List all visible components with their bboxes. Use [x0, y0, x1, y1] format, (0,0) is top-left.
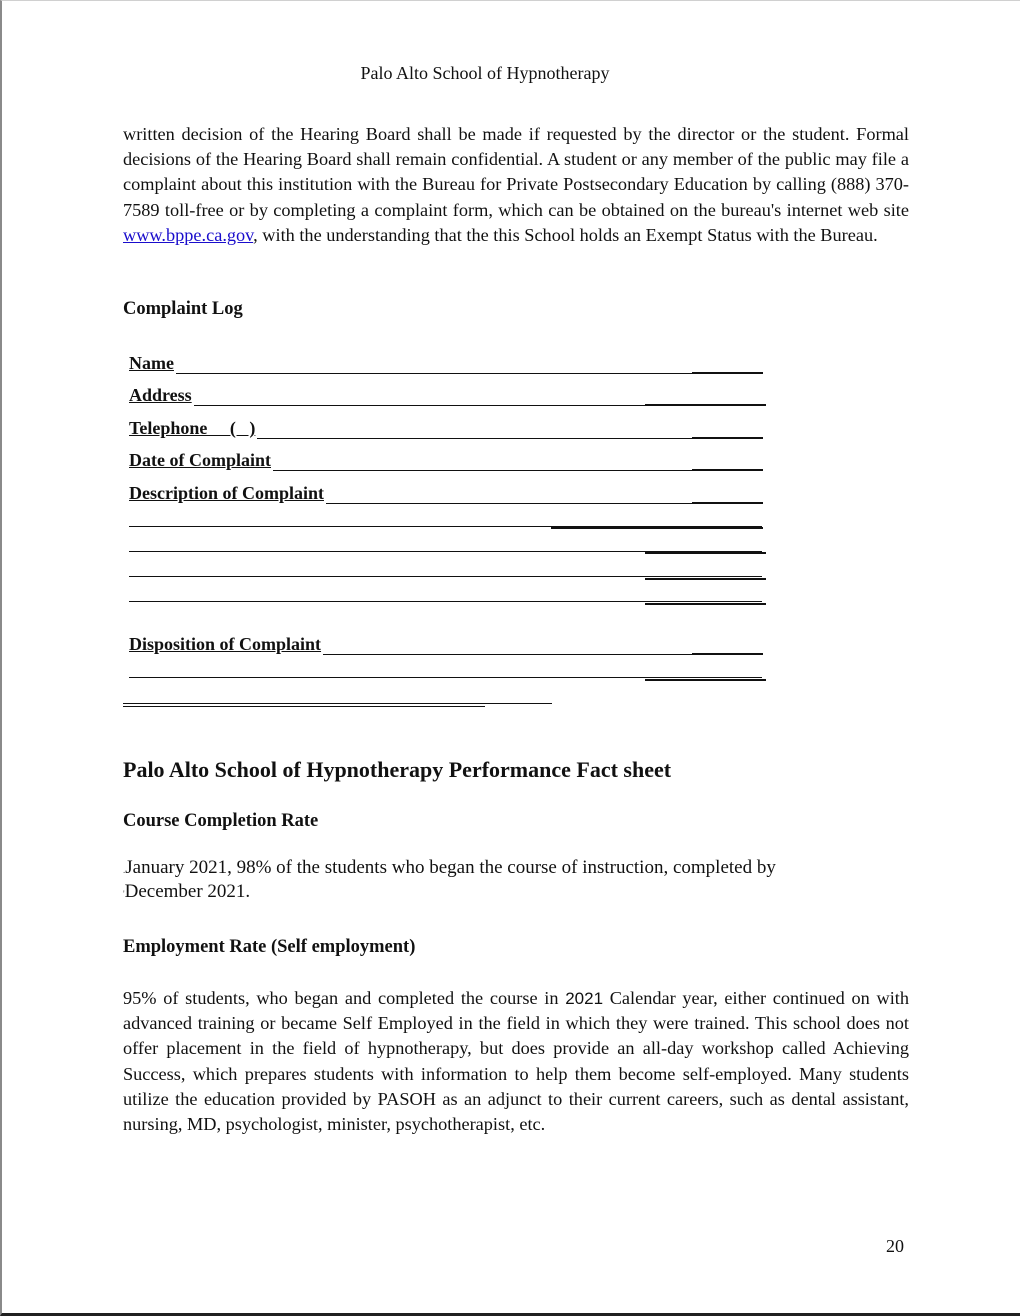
underline-tail: [123, 706, 485, 707]
completion-line-1: [123, 856, 923, 882]
underline-tail: [645, 603, 766, 605]
date-of-complaint-field[interactable]: [129, 448, 762, 471]
employment-text-after-year: Calendar year, either continued on with advanced training or became Self Employed in the field in which they were trained. This school does not offer placement in the field of hypnotherapy, but does provide an all-day workshop called Achieving Success, which prepares students with information to help them become self-employed. Many students utilize the education provided by PASOH as an adjunct to their current careers, such as dental assistant, nursing, MD, psychologist, minister, psychotherapist, etc.: [123, 988, 910, 1135]
underline-tail: [645, 578, 766, 580]
bppe-website-link[interactable]: www.bppe.ca.gov: [123, 224, 254, 245]
underline-tail: [645, 404, 766, 406]
disposition-line[interactable]: [123, 703, 552, 704]
disposition-field[interactable]: [129, 632, 762, 655]
underline-tail: [645, 552, 766, 554]
description-label: Description of Complaint: [129, 483, 324, 503]
underline-tail: [551, 527, 763, 529]
intro-text-before-link: written decision of the Hearing Board shall be made if requested by the director or the student. Formal decisions of the Hearing Board shall remain confidential. A student or any member of the public may file a complaint about this institution with the Bureau for Private Postsecondary Education by calling (888) 370-7589 toll-free or by completing a complaint form, which can be obtained on the bureau's internet web site: [123, 124, 909, 220]
course-completion-heading: Course Completion Rate: [123, 811, 319, 831]
underline-tail: [645, 679, 766, 681]
employment-year: 2021: [565, 989, 604, 1008]
address-field[interactable]: [129, 383, 762, 406]
employment-rate-heading: Employment Rate (Self employment): [123, 937, 416, 957]
name-field[interactable]: [129, 351, 762, 374]
completion-line-2: [123, 880, 923, 906]
complaint-log-heading: Complaint Log: [123, 299, 243, 319]
underline-tail: [692, 653, 763, 655]
description-field[interactable]: [129, 481, 762, 504]
address-label: Address: [129, 385, 192, 405]
description-line[interactable]: [129, 601, 762, 602]
name-label: Name: [129, 353, 174, 373]
tick-mark: ': [123, 889, 125, 899]
telephone-field[interactable]: [129, 416, 762, 439]
underline-tail: [692, 502, 763, 504]
underline-tail: [692, 437, 763, 439]
employment-text-before-year: 95% of students, who began and completed the course in: [123, 988, 566, 1008]
date-of-complaint-label: Date of Complaint: [129, 450, 271, 470]
employment-paragraph: [123, 986, 909, 1137]
intro-text-after-link: , with the understanding that the this School holds an Exempt Status with the Bureau.: [253, 224, 878, 245]
tick-mark: .: [123, 865, 126, 875]
page-header: Palo Alto School of Hypnotherapy: [360, 63, 610, 83]
disposition-line[interactable]: [129, 677, 762, 678]
disposition-label: Disposition of Complaint: [129, 634, 322, 654]
telephone-label: Telephone ( ): [129, 418, 256, 438]
completion-line-2-text: December 2021.: [124, 881, 251, 902]
underline-tail: [692, 372, 763, 374]
intro-paragraph: [123, 122, 909, 248]
completion-line-1-text: January 2021, 98% of the students who began the course of instruction, completed by: [125, 857, 776, 878]
underline-tail: [692, 469, 763, 471]
description-line[interactable]: [129, 576, 762, 577]
fact-sheet-title: Palo Alto School of Hypnotherapy Performance Fact sheet: [123, 757, 672, 782]
page-number: 20: [886, 1236, 904, 1256]
